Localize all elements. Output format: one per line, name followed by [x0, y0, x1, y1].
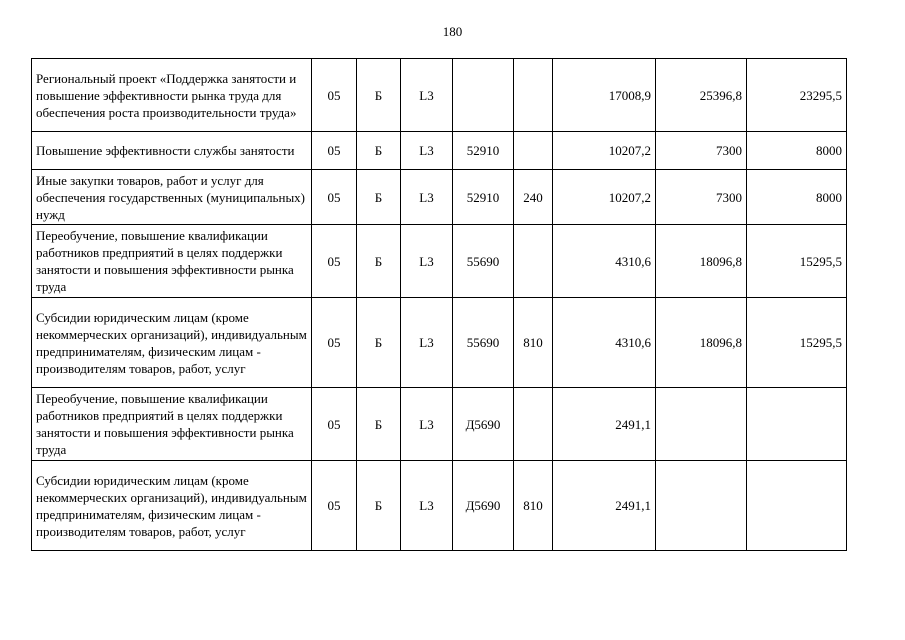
- row-sum-1: 4310,6: [553, 225, 656, 298]
- row-sum-3: 15295,5: [747, 225, 847, 298]
- row-sum-3: [747, 461, 847, 551]
- row-section: 05: [312, 388, 357, 461]
- row-item: Д5690: [453, 388, 514, 461]
- table-row: [32, 298, 847, 388]
- table-row: [32, 59, 847, 132]
- budget-table: [31, 58, 847, 551]
- row-section: 05: [312, 225, 357, 298]
- row-program: Б: [357, 59, 401, 132]
- row-item: 52910: [453, 170, 514, 225]
- row-item: 55690: [453, 225, 514, 298]
- row-sum-1: 10207,2: [553, 132, 656, 170]
- row-project: L3: [401, 388, 453, 461]
- row-sum-2: 18096,8: [656, 225, 747, 298]
- row-expense-type: [514, 132, 553, 170]
- table-row: [32, 388, 847, 461]
- row-sum-1: 2491,1: [553, 461, 656, 551]
- row-name: Субсидии юридическим лицам (кроме некоммерческих организаций), индивидуальным предпринимателям, физическим лицам - производителям товаров, работ, услуг: [32, 461, 312, 551]
- row-expense-type: 240: [514, 170, 553, 225]
- row-sum-2: 7300: [656, 170, 747, 225]
- row-sum-2: [656, 388, 747, 461]
- row-section: 05: [312, 170, 357, 225]
- row-project: L3: [401, 132, 453, 170]
- row-expense-type: [514, 388, 553, 461]
- page-number: 180: [442, 24, 463, 39]
- row-name: Переобучение, повышение квалификации работников предприятий в целях поддержки занятости и повышения эффективности рынка труда: [32, 388, 312, 461]
- row-sum-3: 8000: [747, 170, 847, 225]
- table-row: [32, 170, 847, 225]
- row-program: Б: [357, 461, 401, 551]
- row-item: 52910: [453, 132, 514, 170]
- row-name: Переобучение, повышение квалификации работников предприятий в целях поддержки занятости и повышения эффективности рынка труда: [32, 225, 312, 298]
- row-section: 05: [312, 59, 357, 132]
- row-sum-1: 2491,1: [553, 388, 656, 461]
- row-program: Б: [357, 170, 401, 225]
- row-sum-2: 18096,8: [656, 298, 747, 388]
- row-name: Иные закупки товаров, работ и услуг для обеспечения государственных (муниципальных) нужд: [32, 170, 312, 225]
- row-sum-1: 4310,6: [553, 298, 656, 388]
- row-item: [453, 59, 514, 132]
- table-row: [32, 132, 847, 170]
- row-project: L3: [401, 170, 453, 225]
- row-expense-type: [514, 225, 553, 298]
- row-section: 05: [312, 298, 357, 388]
- row-project: L3: [401, 461, 453, 551]
- row-sum-3: 23295,5: [747, 59, 847, 132]
- row-sum-2: [656, 461, 747, 551]
- row-item: Д5690: [453, 461, 514, 551]
- row-sum-3: [747, 388, 847, 461]
- row-sum-1: 17008,9: [553, 59, 656, 132]
- row-name: Субсидии юридическим лицам (кроме некоммерческих организаций), индивидуальным предпринимателям, физическим лицам - производителям товаров, работ, услуг: [32, 298, 312, 388]
- table-row: [32, 461, 847, 551]
- row-sum-3: 15295,5: [747, 298, 847, 388]
- row-expense-type: 810: [514, 461, 553, 551]
- row-section: 05: [312, 132, 357, 170]
- row-item: 55690: [453, 298, 514, 388]
- row-program: Б: [357, 132, 401, 170]
- row-sum-2: 25396,8: [656, 59, 747, 132]
- row-program: Б: [357, 225, 401, 298]
- row-program: Б: [357, 298, 401, 388]
- row-expense-type: 810: [514, 298, 553, 388]
- row-sum-3: 8000: [747, 132, 847, 170]
- table-row: [32, 225, 847, 298]
- row-sum-1: 10207,2: [553, 170, 656, 225]
- row-project: L3: [401, 59, 453, 132]
- row-name: Региональный проект «Поддержка занятости и повышение эффективности рынка труда для обеспечения роста производительности труда»: [32, 59, 312, 132]
- row-expense-type: [514, 59, 553, 132]
- row-program: Б: [357, 388, 401, 461]
- row-sum-2: 7300: [656, 132, 747, 170]
- row-project: L3: [401, 298, 453, 388]
- row-section: 05: [312, 461, 357, 551]
- row-project: L3: [401, 225, 453, 298]
- row-name: Повышение эффективности службы занятости: [32, 132, 312, 170]
